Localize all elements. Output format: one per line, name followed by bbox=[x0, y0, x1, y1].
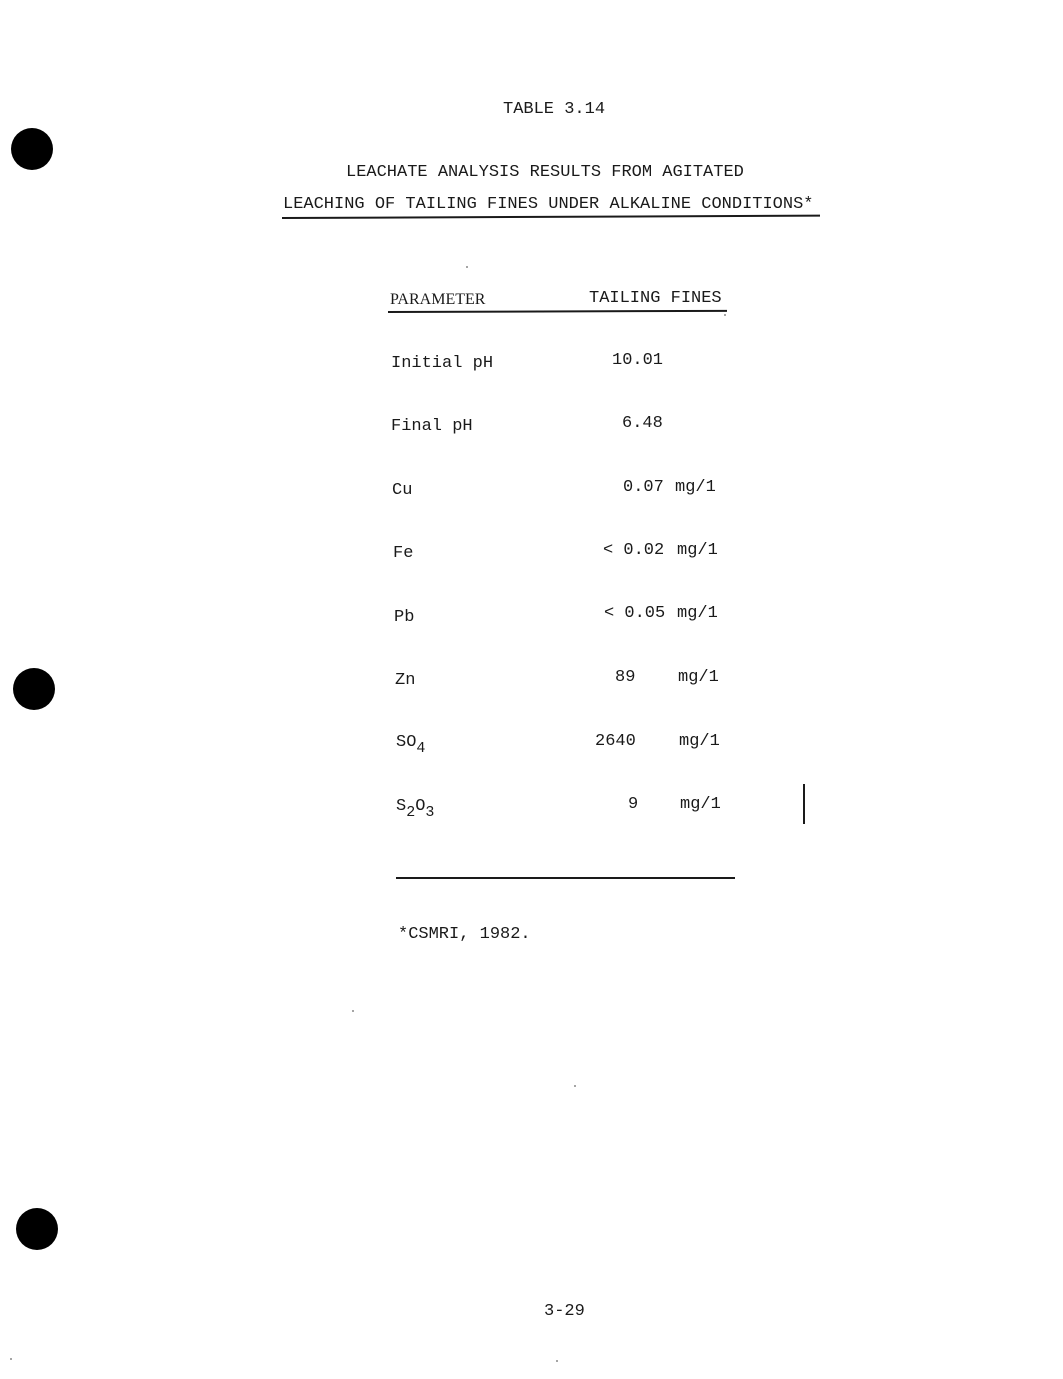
row-parameter-subscript: 4 bbox=[416, 740, 426, 757]
row-parameter: Pb bbox=[394, 608, 415, 627]
row-value: < 0.02 bbox=[603, 541, 665, 560]
page-number: 3-29 bbox=[544, 1302, 585, 1321]
column-header-parameter: PARAMETER bbox=[390, 291, 486, 308]
scan-speck bbox=[556, 1360, 558, 1362]
table-label: TABLE 3.14 bbox=[503, 100, 606, 119]
row-value: 6.48 bbox=[622, 414, 663, 433]
row-unit: mg/1 bbox=[675, 478, 716, 497]
binder-hole-bottom bbox=[16, 1208, 58, 1250]
row-value: 10.01 bbox=[612, 351, 664, 370]
row-parameter-subscript-2: 3 bbox=[425, 804, 435, 821]
footnote: *CSMRI, 1982. bbox=[398, 925, 531, 944]
row-value: < 0.05 bbox=[604, 604, 666, 623]
title-underline bbox=[282, 215, 820, 219]
row-parameter bbox=[396, 797, 435, 821]
row-parameter: Initial pH bbox=[391, 354, 494, 373]
column-header-tailing-fines: TAILING FINES bbox=[589, 289, 722, 308]
row-value: 9 bbox=[628, 795, 639, 814]
row-parameter-part-1: S bbox=[396, 797, 407, 816]
table-title-line-1: LEACHATE ANALYSIS RESULTS FROM AGITATED bbox=[346, 163, 744, 182]
row-unit: mg/1 bbox=[679, 732, 720, 751]
row-parameter bbox=[396, 733, 426, 757]
row-parameter: Zn bbox=[395, 671, 416, 690]
row-value: 2640 bbox=[595, 732, 636, 751]
row-parameter-subscript-1: 2 bbox=[406, 804, 416, 821]
scan-speck bbox=[10, 1358, 12, 1360]
table-title-line-2: LEACHING OF TAILING FINES UNDER ALKALINE CONDITIONS* bbox=[283, 195, 814, 214]
row-parameter-base: SO bbox=[396, 733, 417, 752]
row-unit: mg/1 bbox=[680, 795, 721, 814]
scan-speck bbox=[724, 314, 726, 316]
row-unit: mg/1 bbox=[677, 604, 718, 623]
scan-speck bbox=[466, 266, 468, 268]
row-parameter: Final pH bbox=[391, 417, 473, 436]
row-value: 0.07 bbox=[623, 478, 664, 497]
scan-speck bbox=[352, 1010, 354, 1012]
row-unit: mg/1 bbox=[677, 541, 718, 560]
scan-speck bbox=[574, 1085, 576, 1087]
row-parameter-part-2: O bbox=[415, 797, 426, 816]
binder-hole-top bbox=[11, 128, 53, 170]
row-parameter: Cu bbox=[392, 481, 413, 500]
footnote-rule bbox=[396, 877, 735, 879]
row-value: 89 bbox=[615, 668, 636, 687]
revision-bar bbox=[803, 784, 805, 824]
row-parameter: Fe bbox=[393, 544, 414, 563]
binder-hole-middle bbox=[13, 668, 55, 710]
row-unit: mg/1 bbox=[678, 668, 719, 687]
header-underline bbox=[388, 310, 727, 313]
